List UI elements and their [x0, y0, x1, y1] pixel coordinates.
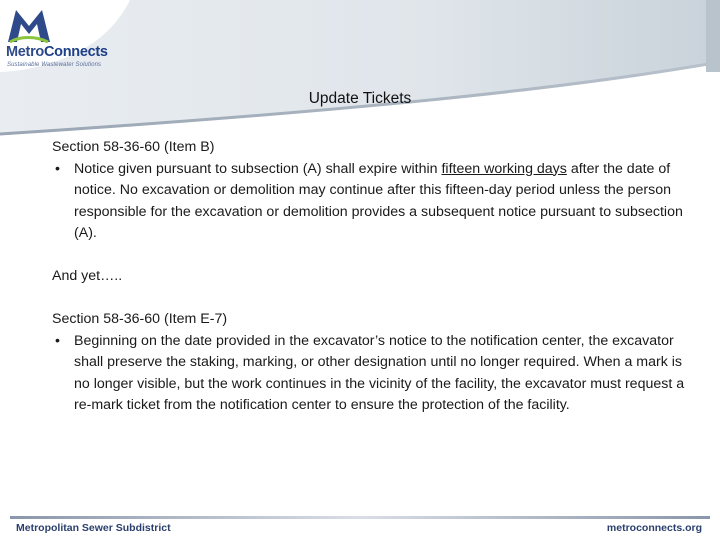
slide-body	[52, 137, 692, 417]
section-2-heading: Section 58-36-60 (Item E-7)	[52, 311, 228, 327]
bullet-icon: •	[55, 332, 60, 349]
section-1-bullet	[52, 159, 692, 245]
logo-tagline: Sustainable Wastewater Solutions	[7, 62, 102, 68]
section-2-bullet	[52, 331, 692, 417]
footer-website: metroconnects.org	[606, 522, 702, 534]
bullet-icon: •	[55, 160, 60, 177]
logo-wordmark: MetroConnects	[6, 44, 108, 60]
section-2-text: Beginning on the date provided in the excavator’s notice to the notification center, the excavator shall preserve the staking, marking, or other designation until no longer required. When a mark is no longer visible, but the work continues in the vicinity of the facility, the excavator must request a re-mark ticket from the notification center to ensure the protection of the facility.	[74, 332, 685, 413]
footer-divider	[10, 516, 710, 519]
section-1-text-before: Notice given pursuant to subsection (A) shall expire within	[74, 160, 442, 177]
footer	[0, 512, 720, 540]
section-1-heading: Section 58-36-60 (Item B)	[52, 139, 215, 155]
section-1-text-after: after the date of notice. No excavation or demolition may continue after this fifteen-day period unless the person responsible for the excavation or demolition provides a subsequent notice pursuant to subsection (A).	[74, 160, 683, 241]
metroconnects-logo	[6, 6, 118, 70]
section-1-emphasis: fifteen working days	[441, 160, 567, 177]
logo-m-mark-icon	[6, 6, 52, 44]
footer-organization: Metropolitan Sewer Subdistrict	[16, 522, 171, 534]
header-band	[0, 0, 720, 140]
slide-title: Update Tickets	[308, 90, 412, 107]
interlude-text: And yet…..	[52, 268, 123, 284]
